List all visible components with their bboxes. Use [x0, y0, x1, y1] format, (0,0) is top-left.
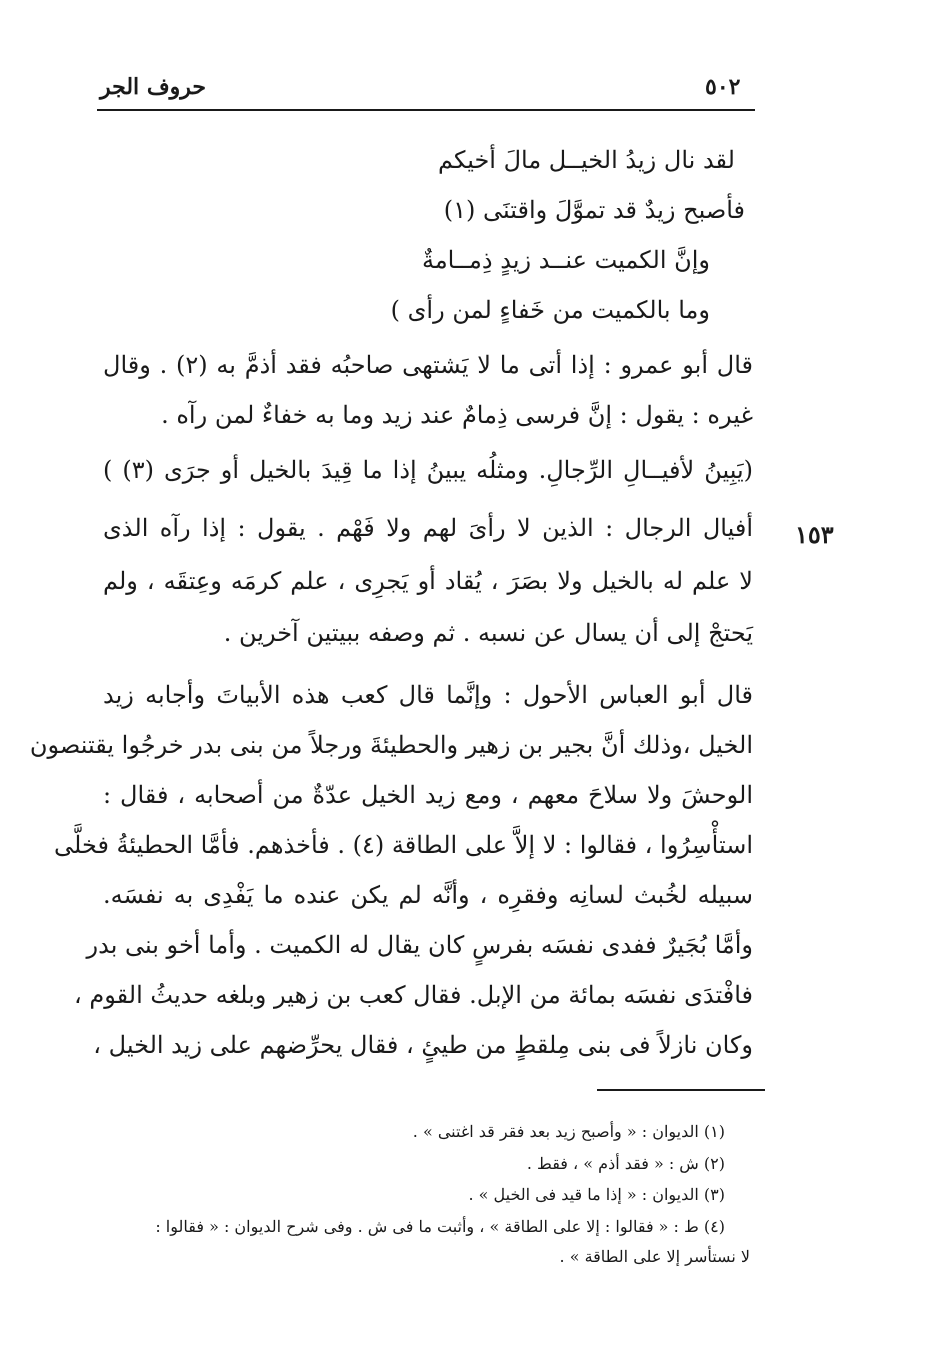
text-line: يَحتجْ إلى أن يسال عن نسبه . ثم وصفه ببيتين آخرين . — [223, 619, 753, 647]
running-header-title: حروف الجر — [100, 74, 206, 100]
text-line: أفيال الرجال : الذين لا رأىَ لهم ولا فَهْم . يقول : إذا رآه الذى — [103, 514, 753, 542]
text-line: قال أبو عمرو : إذا أتى ما لا يَشتهى صاحبُه فقد أذمَّ به (٢) . وقال — [103, 351, 754, 379]
page-number: ٥٠٢ — [705, 74, 741, 100]
text-line: (يَبِينُ لأفيــالِ الرِّجالِ. ومثلُه يبينُ إذا ما قِيدَ بالخيل أو جرَى (٣) ) — [103, 456, 753, 484]
footnote: (١) الديوان : « وأصبح زيد بعد فقر قد اغتنى » . — [412, 1122, 725, 1141]
text-line: غيره : يقول : إنَّ فرسى ذِمامٌ عند زيد وما به خفاءٌ لمن رآه . — [161, 401, 753, 429]
text-line: وأمَّا بُجَيرٌ ففدى نفسَه بفرسٍ كان يقال له الكميت . وأما أخو بنى بدر — [86, 931, 753, 959]
text-line: الوحشَ ولا سلاحَ معهم ، ومع زيد الخيل عدّةٌ من أصحابه ، فقال : — [103, 781, 753, 809]
footnote: (٤) ط : « فقالوا : إلا على الطاقة » ، وأثبت ما فى ش . وفى شرح الديوان : « فقالوا : — [155, 1217, 725, 1236]
verse-line: فأصبح زيدٌ قد تموَّلَ واقتنَى (١) — [443, 196, 745, 224]
footnote: (٢) ش : « فقد أذم » ، فقط . — [526, 1154, 725, 1173]
text-line: لا علم له بالخيل ولا بصَرَ ، يُقاد أو يَجرِى ، علم كرمَه وعِتقَه ، ولم — [103, 567, 753, 595]
text-line: استأْسِرُوا ، فقالوا : لا إلاَّ على الطاقة (٤) . فأخذهم. فأمَّا الحطيئةُ فخلَّى — [54, 831, 753, 859]
text-line: فافْتدَى نفسَه بمائة من الإبل. فقال كعب بن زهير وبلغه حديثُ القوم ، — [74, 981, 753, 1009]
footnote-rule — [597, 1089, 765, 1091]
text-line: سبيله لخُبث لسانِه وفقرِه ، وأنَّه لم يكن عنده ما يَفْدِى به نفسَه. — [103, 881, 753, 909]
text-line: وكان نازلاً فى بنى مِلقطٍ من طيئٍ ، فقال يحرِّضهم على زيد الخيل ، — [93, 1031, 753, 1059]
header-rule — [97, 109, 755, 111]
text-line: الخيل ،وذلك أنَّ بجير بن زهير والحطيئةَ ورجلاً من بنى بدر خرجُوا يقتنصون — [29, 731, 753, 759]
footnote: (٣) الديوان : « إذا ما قيد فى الخيل » . — [468, 1185, 725, 1204]
text-line: قال أبو العباس الأحول : وإنَّما قال كعب هذه الأبياتَ وأجابه زيد — [103, 681, 753, 709]
verse-line: لقد نال زيدُ الخيــل مالَ أخيكم — [437, 146, 735, 174]
verse-line: وإنَّ الكميت عنــد زيدٍ ذِمــامةٌ — [421, 246, 710, 274]
margin-number: ١٥٣ — [795, 520, 834, 549]
verse-line: وما بالكميت من خَفاءٍ لمن رأى ) — [390, 296, 710, 324]
footnote: لا نستأسر إلا على الطاقة » . — [559, 1247, 750, 1266]
